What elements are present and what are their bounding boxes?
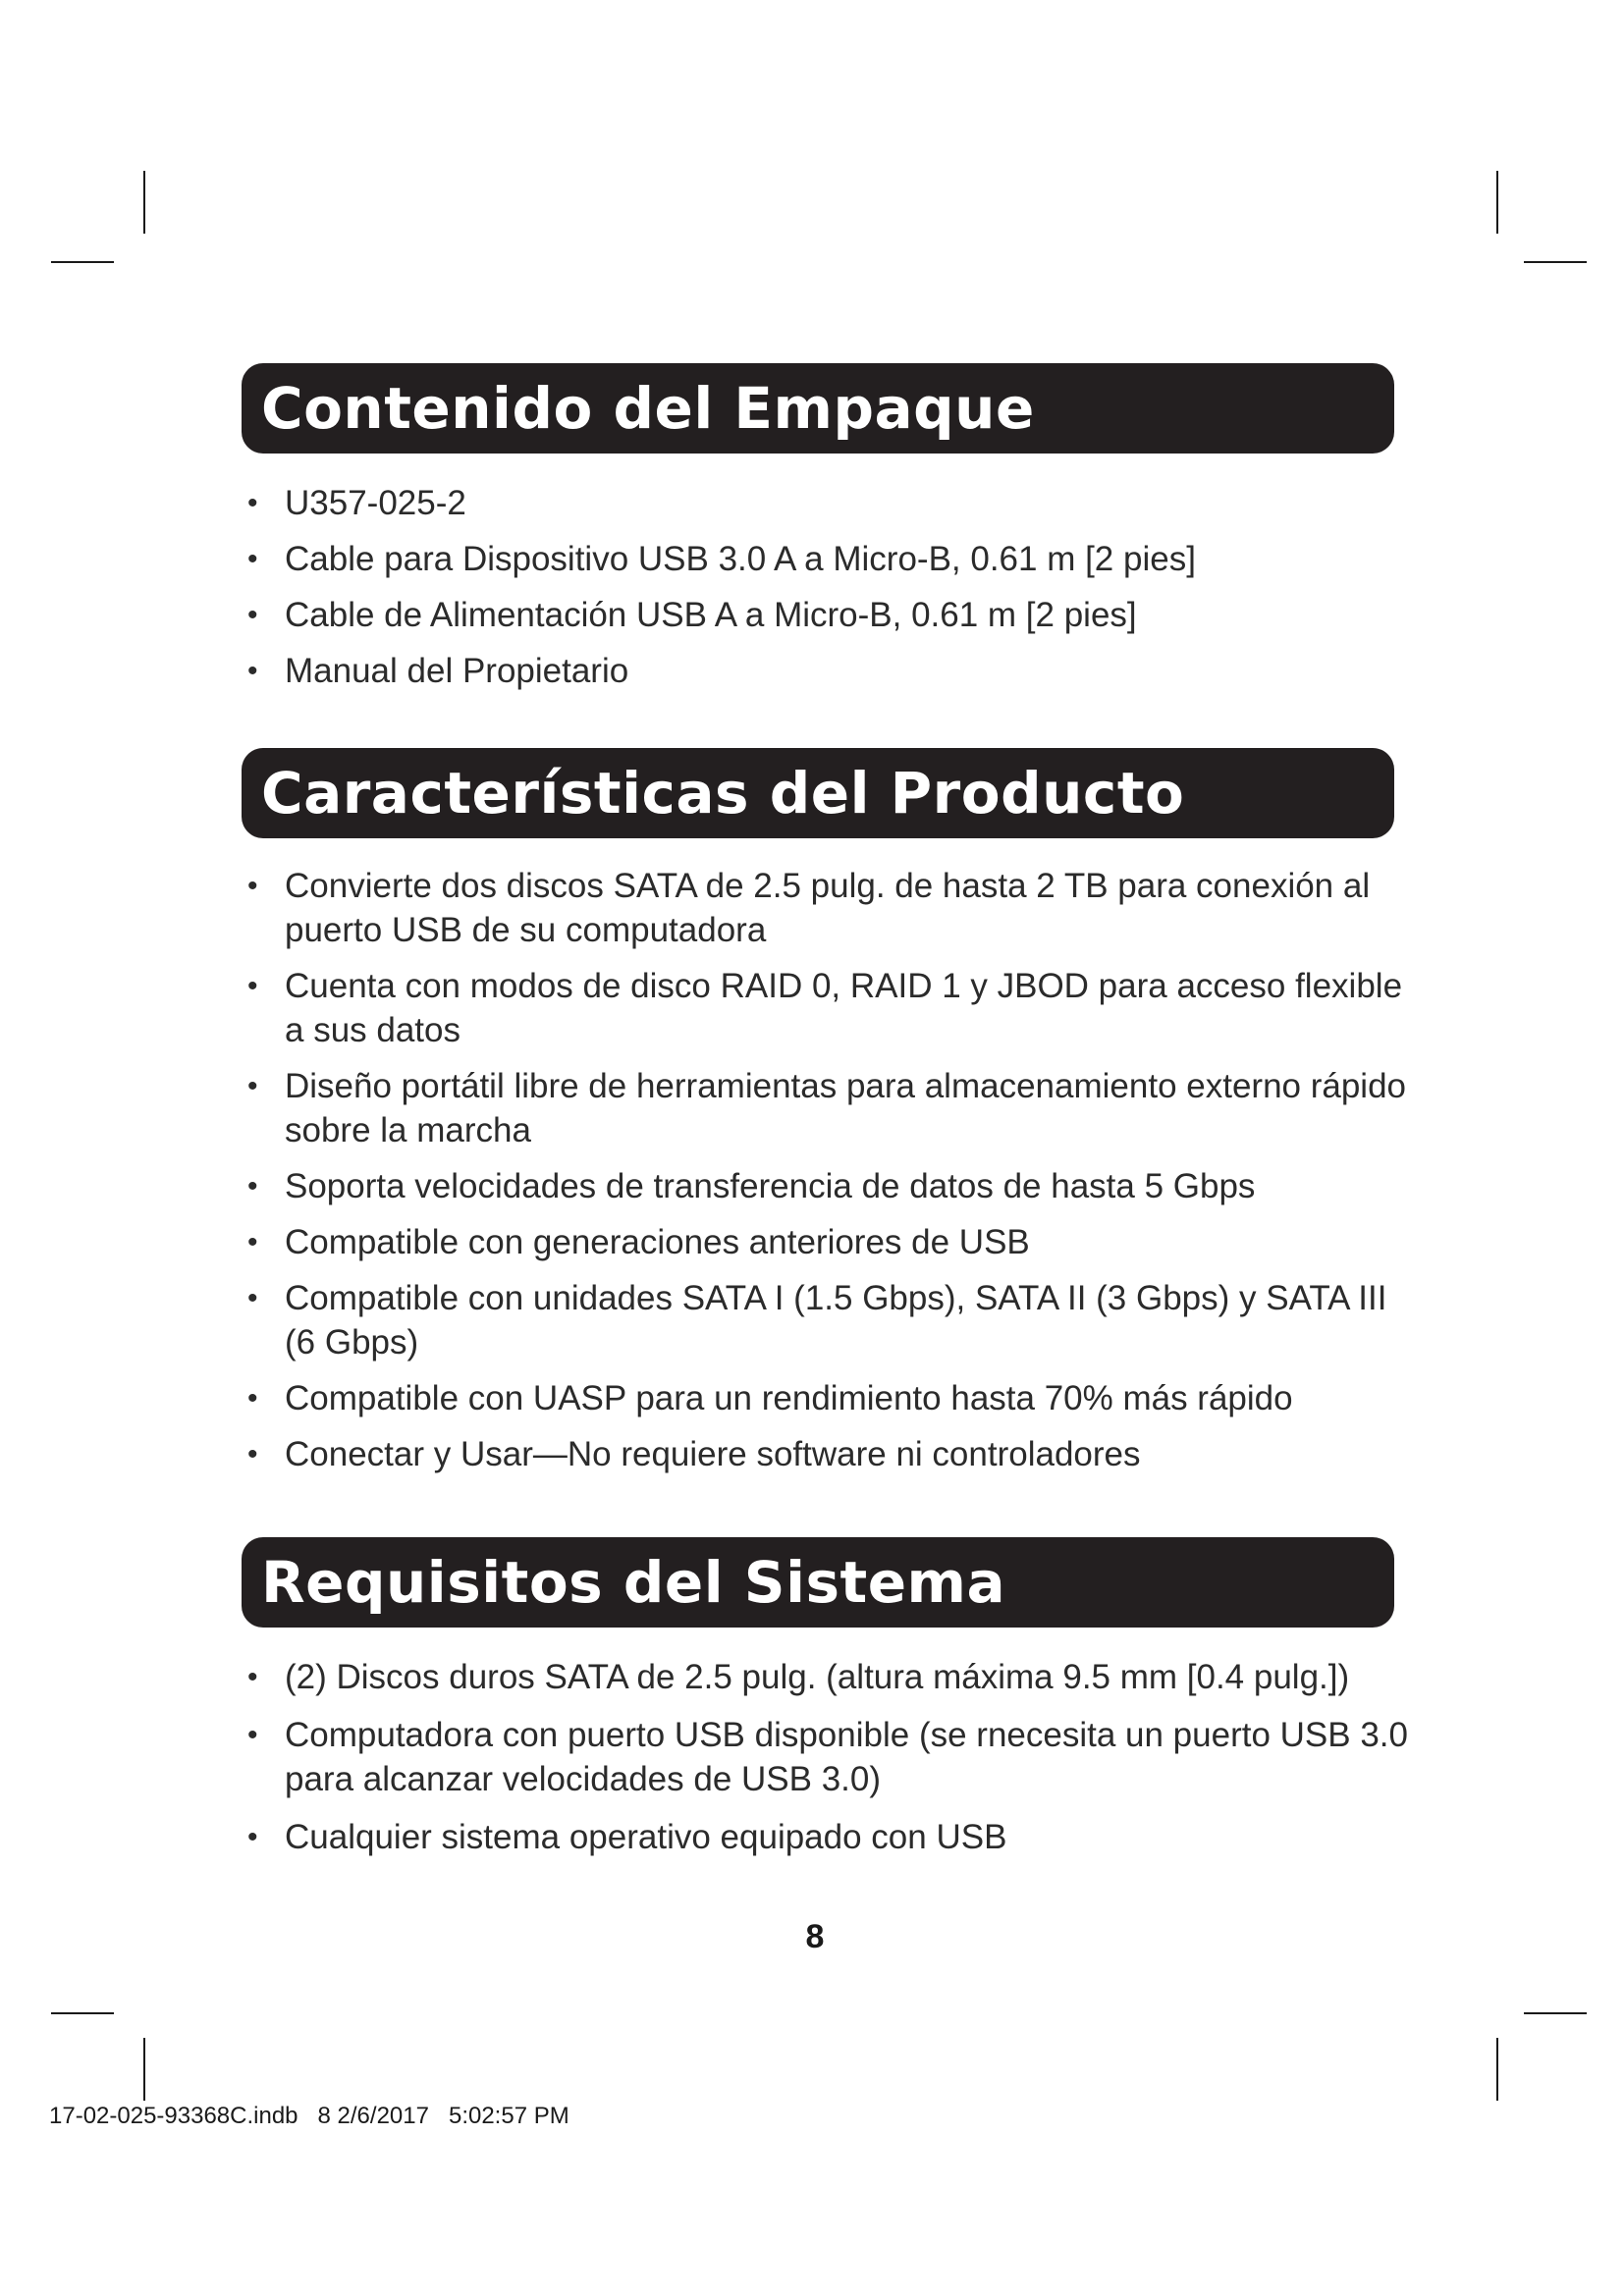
print-slug: 17-02-025-93368C.indb 8 2/6/2017 5:02:57 PM: [49, 2103, 569, 2129]
list-item: • Computadora con puerto USB disponible (se rnecesita un puerto USB 3.0 para alcanzar velocidades de USB 3.0): [242, 1713, 1410, 1801]
list-item: • Compatible con unidades SATA I (1.5 Gbps), SATA II (3 Gbps) y SATA III (6 Gbps): [242, 1276, 1410, 1364]
list-item: • Soporta velocidades de transferencia de datos de hasta 5 Gbps: [242, 1164, 1410, 1208]
section-heading-package-contents: [242, 363, 1394, 454]
crop-mark-bottom-right-vertical: [1496, 2038, 1498, 2101]
list-item: • Compatible con generaciones anteriores de USB: [242, 1220, 1410, 1264]
crop-mark-bottom-left-horizontal: [51, 2012, 114, 2014]
list-item: • (2) Discos duros SATA de 2.5 pulg. (altura máxima 9.5 mm [0.4 pulg.]): [242, 1655, 1410, 1699]
crop-mark-bottom-right-horizontal: [1524, 2012, 1587, 2014]
list-item: • U357-025-2: [242, 481, 1410, 525]
list-item: • Cualquier sistema operativo equipado con USB: [242, 1815, 1410, 1859]
crop-mark-top-right-vertical: [1496, 171, 1498, 234]
list-item: • Diseño portátil libre de herramientas para almacenamiento externo rápido sobre la marcha: [242, 1064, 1410, 1152]
page-number: 8: [805, 1918, 825, 1955]
system-requirements-list: [242, 1655, 1410, 1873]
crop-mark-bottom-left-vertical: [143, 2038, 145, 2101]
section-heading-product-features: [242, 748, 1394, 838]
section-heading-system-requirements: [242, 1537, 1394, 1628]
list-item: • Convierte dos discos SATA de 2.5 pulg. de hasta 2 TB para conexión al puerto USB de su computadora: [242, 864, 1410, 952]
section-heading-text: Requisitos del Sistema: [261, 1549, 1006, 1616]
product-features-list: [242, 864, 1410, 1488]
list-item: • Cuenta con modos de disco RAID 0, RAID 1 y JBOD para acceso flexible a sus datos: [242, 964, 1410, 1052]
list-item: • Cable de Alimentación USB A a Micro-B, 0.61 m [2 pies]: [242, 593, 1410, 637]
section-heading-text: Características del Producto: [261, 760, 1185, 827]
list-item: • Conectar y Usar—No requiere software ni controladores: [242, 1432, 1410, 1476]
list-item: • Compatible con UASP para un rendimiento hasta 70% más rápido: [242, 1376, 1410, 1420]
crop-mark-top-right-horizontal: [1524, 261, 1587, 263]
crop-mark-top-left-vertical: [143, 171, 145, 234]
package-contents-list: [242, 481, 1410, 705]
list-item: • Manual del Propietario: [242, 649, 1410, 693]
section-heading-text: Contenido del Empaque: [261, 375, 1035, 442]
list-item: • Cable para Dispositivo USB 3.0 A a Micro-B, 0.61 m [2 pies]: [242, 537, 1410, 581]
crop-mark-top-left-horizontal: [51, 261, 114, 263]
